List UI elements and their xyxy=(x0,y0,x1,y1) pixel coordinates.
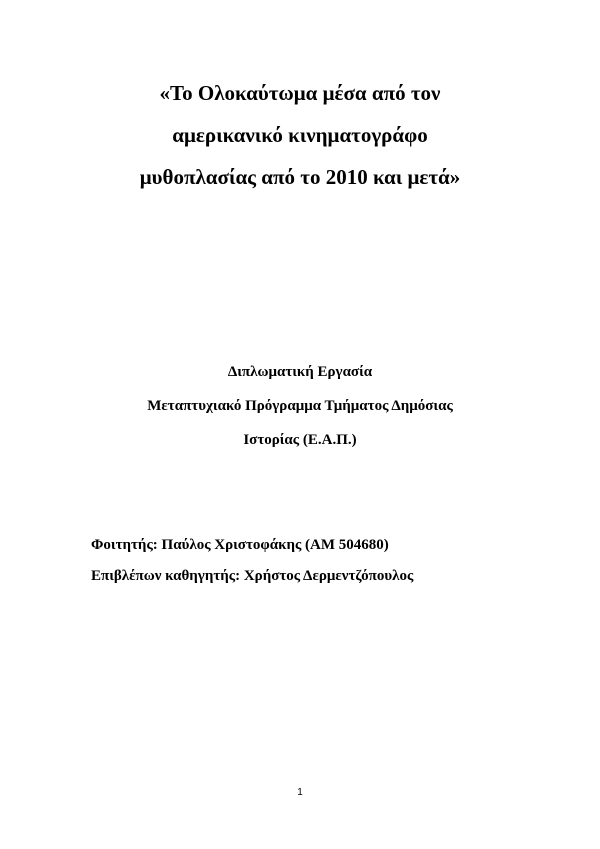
supervisor-line: Επιβλέπων καθηγητής: Χρήστος Δερμεντζόπουλος xyxy=(91,568,414,584)
thesis-description xyxy=(0,355,600,457)
document-title xyxy=(0,72,600,198)
program-name-line-1: Μεταπτυχιακό Πρόγραμμα Τμήματος Δημόσιας xyxy=(147,398,453,414)
program-name-line-2: Ιστορίας (Ε.Α.Π.) xyxy=(243,432,357,448)
title-line-2: αμερικανικό κινηματογράφο xyxy=(172,123,428,147)
author-info xyxy=(91,530,571,592)
title-line-3: μυθοπλασίας από το 2010 και μετά» xyxy=(139,165,461,189)
student-line: Φοιτητής: Παύλος Χριστοφάκης (ΑΜ 504680) xyxy=(91,537,389,553)
title-line-1: «Το Ολοκαύτωμα μέσα από τον xyxy=(159,81,441,105)
page-number: 1 xyxy=(297,787,303,798)
thesis-type: Διπλωματική Εργασία xyxy=(227,364,373,380)
